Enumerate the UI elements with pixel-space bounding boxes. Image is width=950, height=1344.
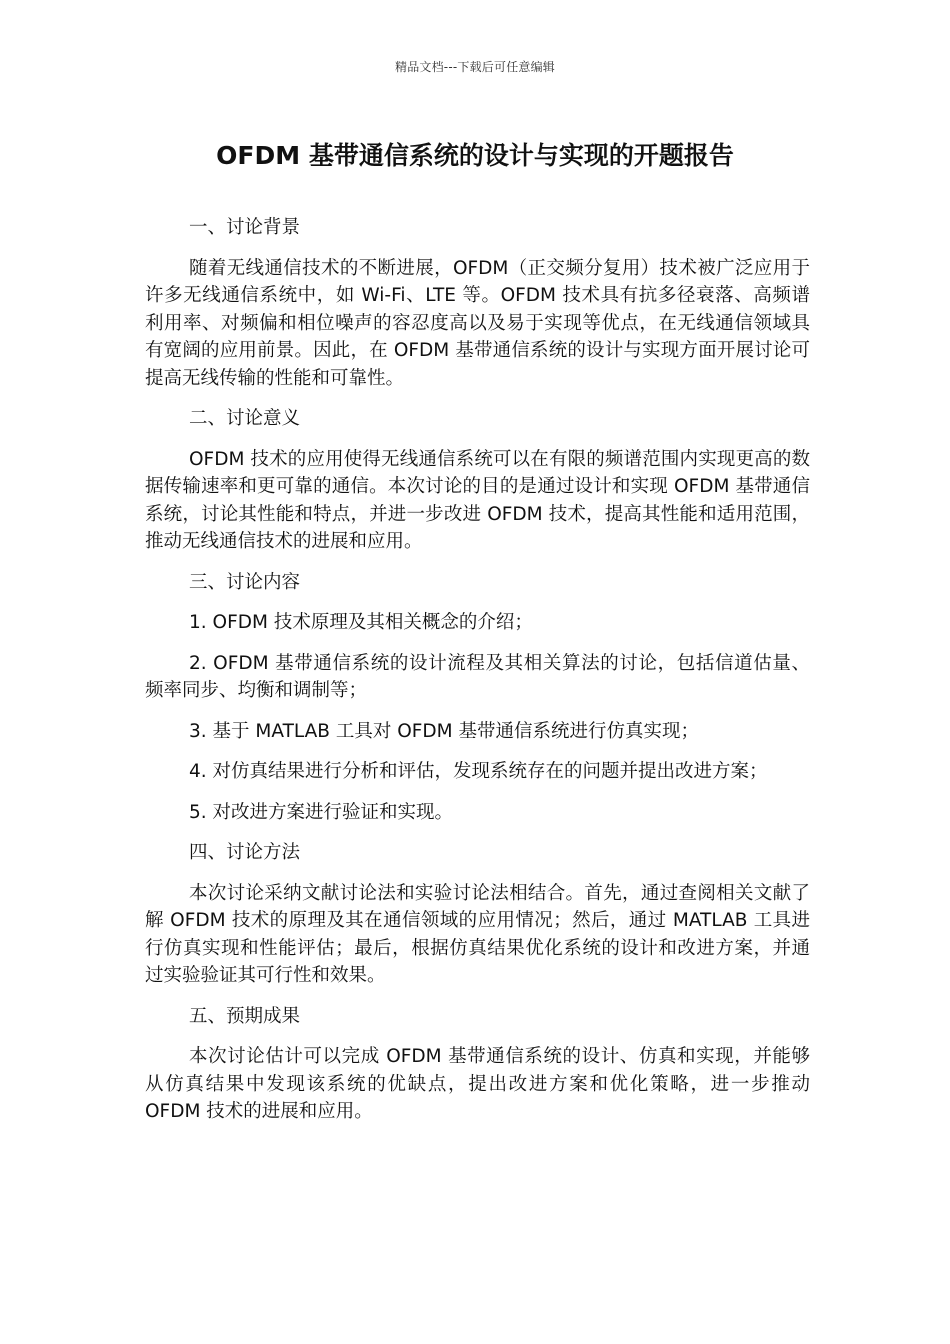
- section-paragraph: 本次讨论估计可以完成 OFDM 基带通信系统的设计、仿真和实现，并能够从仿真结果中发现该系统的优缺点，提出改进方案和优化策略，进一步推动 OFDM 技术的进展和应用。: [145, 1046, 810, 1122]
- section-heading-method: 四、讨论方法: [189, 842, 301, 863]
- content-list-item: 3. 基于 MATLAB 工具对 OFDM 基带通信系统进行仿真实现；: [189, 720, 700, 742]
- section-heading-background: 一、讨论背景: [189, 217, 301, 238]
- section-heading-significance: 二、讨论意义: [189, 408, 301, 429]
- content-list-item: 2. OFDM 基带通信系统的设计流程及其相关算法的讨论，包括信道估量、频率同步、均衡和调制等；: [145, 652, 810, 701]
- content-list-item: 5. 对改进方案进行验证和实现。: [189, 801, 454, 823]
- document-body: [145, 214, 810, 1139]
- section-heading-expected-results: 五、预期成果: [189, 1005, 301, 1027]
- section-paragraph: 本次讨论采纳文献讨论法和实验讨论法相结合。首先，通过查阅相关文献了解 OFDM 技术的原理及其在通信领域的应用情况；然后，通过 MATLAB 工具进行仿真实现和性能评估；最后，根据仿真结果优化系统的设计和改进方案，并通过实验验证其可行性和效果。: [145, 882, 810, 986]
- content-list-item: 1. OFDM 技术原理及其相关概念的介绍；: [189, 612, 533, 633]
- section-paragraph: OFDM 技术的应用使得无线通信系统可以在有限的频谱范围内实现更高的数据传输速率和更可靠的通信。本次讨论的目的是通过设计和实现 OFDM 基带通信系统，讨论其性能和特点，并进一步改进 OFDM 技术，提高其性能和适用范围，推动无线通信技术的进展和应用。: [145, 448, 810, 552]
- content-list-item: 4. 对仿真结果进行分析和评估，发现系统存在的问题并提出改进方案；: [189, 761, 768, 782]
- section-paragraph: 随着无线通信技术的不断进展，OFDM（正交频分复用）技术被广泛应用于许多无线通信系统中，如 Wi-Fi、LTE 等。OFDM 技术具有抗多径衰落、高频谱利用率、对频偏和相位噪声的容忍度高以及易于实现等优点，在无线通信领域具有宽阔的应用前景。因此，在 OFDM 基带通信系统的设计与实现方面开展讨论可提高无线传输的性能和可靠性。: [145, 257, 810, 389]
- document-title: OFDM 基带通信系统的设计与实现的开题报告: [216, 141, 734, 170]
- header-note: 精品文档---下载后可任意编辑: [395, 60, 555, 74]
- section-heading-content: 三、讨论内容: [189, 571, 301, 593]
